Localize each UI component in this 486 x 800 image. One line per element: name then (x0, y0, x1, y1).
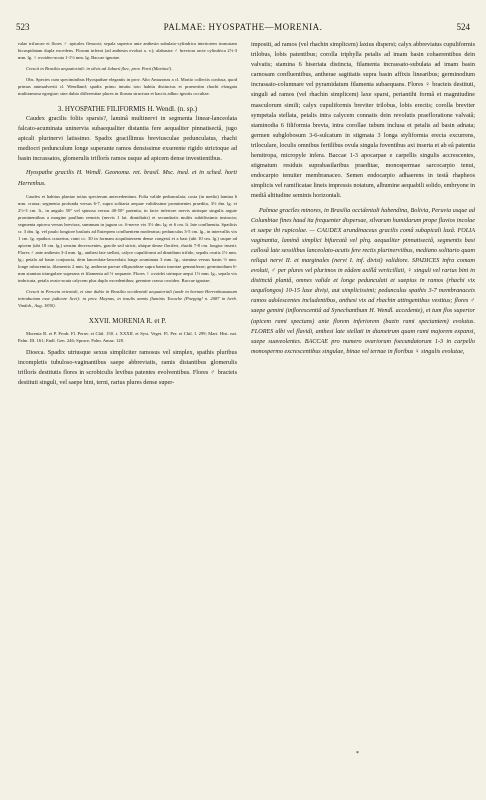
left-observation: Obs. Species cum speciminibus Hyospathae elegantis in prov. Alto Amazonas a cl. Martio collectis confusa, quod primus animadvertit cl. Wendland; spadix primo intuitu toto habitu distinctus et praesertim rhachi elongata multiramosa egregiae; sine dubio differentiae plures in florum structura et baccis adhuc ignotis occultae. (18, 77, 237, 96)
footer-mark: * (356, 751, 359, 757)
genus-heading: XXVII. MORENIA R. et P. (88, 316, 167, 325)
left-locality-1: Crescit in Brasilia aequatoriali: in silvis ad Jaburú fluv., prov. Pará (Martius!). (26, 66, 173, 71)
genus-description-start: Dioeca. Spadix utriusque sexus simpliciter ramosus vel simplex, spathis pluribus incompletis tubuloso-vaginantibus saepe abbreviatis, ramis distantibus glomerulis triflorís destitutis flores in scrobiculis levibus patentes evolventibus. Flores ♂ bracteis destituti singuli, vel saepe bini, terni, rarius plures dense super- (18, 348, 237, 386)
species-diagnosis: Caudex gracilis foliis sparsis?, laminâ multinervi in segmenta linear-lanceolata falcato-acuminata uninervia subaequaliter distantia fere aequaliter pinnatisectâ, jugo apicali plurinervi latissimo. Spadix gracillimus breviusculae pedunculatus, rhachi mediocri pedunculum longe superante ramos densissime exserente rigido strictoque ad basin incrassatos, glomerulis triflorís ramos usque ad apicem dense investientibus. (18, 115, 237, 163)
genus-description-continued: impositi, ad ramos (vel rhachin simplicem) laxius dispersi; calyx abbreviatus cupuliformis trilobus, lobis patentibus; corolla triphylla petalis ad imam basin cohaerentibus dein valvatis; stamina 6 biseriata distincta, filamenta incrassato-subulata ad imam basin carnosam confluentibus, antherae sagittatis supra basin affixis linearibus; germinodium incrassato-columnare vel pyramidatum filamenta subaequans. Flores ♀ bracteis destituti, singuli ad ramos (vel rhachin simplicem) laxe sparsi, periantihi formâ et magnitudine masculorum simili; calyx cupuliformis breviter trilobus, lobis erectis; corolla breviter sympetala stellata, petalis intra calycem connatis dein revolutis praefloratione valvatâ; staminodia 6 filiformia brevia, intra corollae tubum inclusa et petalis ad basin adnata; germen subglobosum 3-6-sulcatum in stigmata 3 longa styliformia erecta excurrens, triloculare, loculis omnibus fertilibus ovula singula foventibus axi inserta et ab eâ patentia hemitropa, micropyle infera. Baccae 1-3 apocarpae e carpellis singulis accrescentes, stigmatum residuis suprabasilaribus praeditae, monospermae sarcocarpio tenui, endocarpio tenuiter membranaceo. Semen endocarpio adhaerens in testâ rhapheos simplicis vel ramificatae lineis impressis notatum, albumine aequabili solido, embryone in mediâ altitudine seminis horizontali. (251, 41, 475, 200)
running-title: PALMAE: HYOSPATHE—MORENIA. (163, 22, 323, 32)
species-synonym: Hyospathe gracilis H. Wendl. Geonoma. ret. brasil. Msc. ined. et in sched. horti Herrenhus. (18, 169, 237, 187)
page-number-left: 523 (16, 22, 30, 32)
page-number-right: 524 (456, 22, 470, 32)
left-paragraph-1: rulae trifurcae et flores ♂ apicales flexuosi; sepala superior ante anthesin subulato-cylindrica interiorem truncatam bicuspidatam dupla excedens. Florum inferni (ad anthesin evoluti a. v.); alabastra ♂ breviora arcte cylindrica 2½-3 mm. lg. ♀ ovoideo-acuta 1-1½ mm. lg. Baccae ignotae. (18, 41, 237, 60)
page-header (16, 21, 470, 33)
left-column (18, 40, 237, 388)
left-locality-2: Crescit in Peruvia orientali, et sine dubio in Brasilia occidentali aequatoriali (unde in hortum Herrenhausanum introductam esse judicare licet): in prov. Maynas, in insulis amnis fluminis Tocache (Poeppig! n. 2087 in herb. Vindob., Aug. 1830). (18, 288, 237, 308)
right-column (251, 40, 475, 357)
genus-habit-paragraph: Palmae graciles minores, in Brasilia occidentali habendina, Bolivia, Peruvia usque ad Columbiae fines haud ita frequenter dispersae, silvarum humidarum prope fluvios incolae et saepe ibi rupicolae. — CAUDEX arundinaceus gracilis comâ subapicali laxâ. FOLIA vaginantia, laminâ simplici bifurcatâ vel plrq. aequaliter pinnatisectâ, segmentis basi callosâ late sessilibus lanceolato-acutis fere rectis plurinerviibus, mediano solitario quam reliqui nervi II. et marginales (nervi I. inf. divisi) validiore. SPADICES infra comam evoluti, ♂ per plures vel plurimos in eâdem axillâ verticillati, ♀ singuli vel rarius bini in distinctâ plantâ, omnes valide et longe pedunculati et saepius in ramos (rhachi vix aequilongos) 10-15 laxe diviși, aut simplicissimi; pedunculus spathis 3-7 membranaceis ramos adolescentes includentibus, anthesi vix ad rhachin attingentibus vestitus; flores ♂ saepe gemini (inflorescentiâ ad Synechanthum H. Wendl. accedente), et tum flos superior (apicem rami spectans) ante florem inferiorem (bazin rami spectantem) evolutus. FLORES albi vel flavidi, anthesi late stellati in diametrum quam rami majorem expansi, saepe suaveolentes. BACCAE pro numero ovariorum foecundatorum 1-3 in carpello monospermo excrescentibus singulae, binae vel ternae in floribus ♀ singulis evolutae, (251, 206, 475, 355)
genus-references: Morenia R. et P. Prodr. Fl. Peruv. et Chil. 150. t. XXXII. et Syst. Veget. Fl. Per. et Chil. I. 299; Mart. Hist. nat. Palm. III. 161; Endl. Gen. 246; Spruce, Palm. Amaz. 128. (18, 330, 237, 343)
species-description: Caudex et habitus plantae totius specierum antecedentium. Folia valide pedunculata; costa (in medio) lamina 6 mm. crassa; segmenta profunda versus 6-7, supra solitaria aequae validissime prominentes praedita, 3½ dm. lg. et 2½-3 cm. lt., in angulo 50° vel spinosa versus 40-50° patentia, in facie inferiore nervis utrinque singulis argute prominentibus a margine paullum remotis (nervis 1 lat. dimidiatis) et secundariis multis subtilissimis instructa; segmenta apicera versus breviora, summum in jugum oc. 6-nerve vix 3½ dm. lg. et 6 cm. lt. late confluentia. Spadicis cr. 3 dm. lg. vel paulo longiore baslaris ad Euterpem confluentem moderatus; pedunculus 3-5 cm. lg., in intervallis vix 1 cm. lg. epathos craserius; rami cc. 30 in formam acquilateraem dense congesti et a basi (ubi 10 cm. lg.) usque ad apicem (ubi 18 cm. lg.) sensim decrescentes, gracile sed stricti, ubique dense floriferi, rhachi 7-8 cm. longior inserti. Flores ♂ ante anthesin 3-4 mm. lg., anthesi late stellati, calyce cupuliformi ad dimidium trifido, sepalis ovatis 1½ mm. lg.; petala ad basin conjuncta, dein lanceolata-lanceolata longe acuminata 3 mm. lg.; stamina versus basin ½ mm. longe rubacemtia, filamentis 2 mm. lg. antherae parvae ellipsoideae supra basin insertae gemmiferae; germinodium 6-mm stamina triangulare superans et filamenta ad ½ sequante. Flores ♀ ovoidei utrinque aequi 1½ mm. lg., sepala vix imbricata, petala ovato-acuta calycem plus duplo excedentibus; germine crasso ovoideo. Baccae ignotae. (18, 193, 237, 283)
species-heading: 3. HYOSPATHE FILIFORMIS H. Wendl. (n. sp.) (57, 105, 198, 113)
